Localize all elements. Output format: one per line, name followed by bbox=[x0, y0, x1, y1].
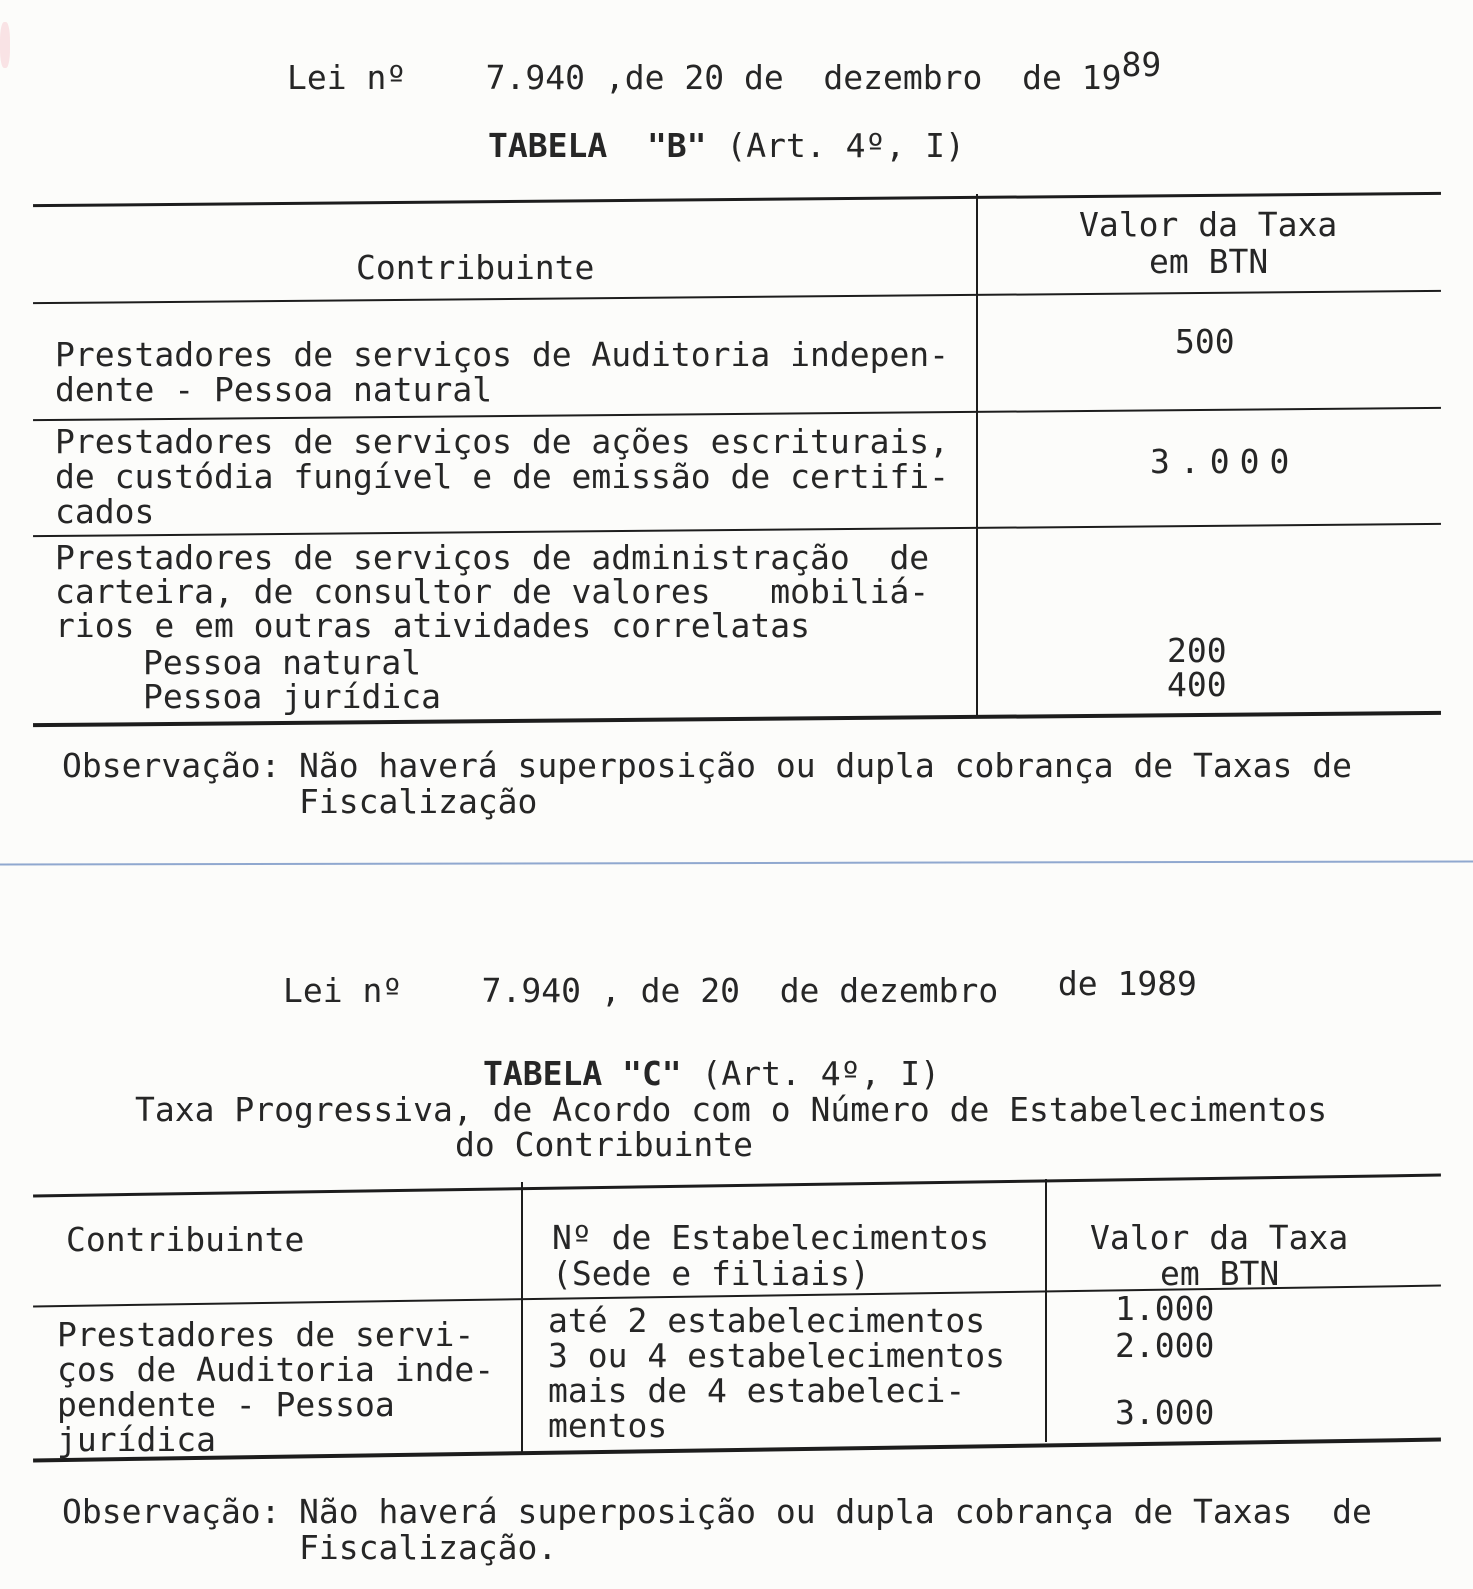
tabela-b-column-rule bbox=[976, 194, 978, 718]
tabela-b-col-header-valor-line2: em BTN bbox=[1149, 242, 1269, 281]
tabela-c-subtitle-line2: do Contribuinte bbox=[455, 1125, 754, 1164]
tabela-c-contribuinte-line4: jurídica bbox=[57, 1420, 216, 1459]
tabela-c-col-header-estabelecimentos-line1: Nº de Estabelecimentos bbox=[552, 1218, 990, 1257]
tabela-c-contribuinte-line2: ços de Auditoria inde- bbox=[57, 1350, 495, 1389]
tabela-b-title-normal: (Art. 4º, I) bbox=[706, 126, 965, 165]
tabela-b-observacao-line2: Fiscalização bbox=[299, 782, 538, 821]
tabela-c-valor-3: 3.000 bbox=[1115, 1393, 1215, 1432]
tabela-c-law-text: Lei nº 7.940 , de 20 de dezembro bbox=[283, 971, 999, 1010]
tabela-b-title bbox=[488, 128, 965, 163]
tabela-c-col-header-valor-line1: Valor da Taxa bbox=[1090, 1218, 1349, 1257]
tabela-c-estabelecimentos-line4: mentos bbox=[548, 1406, 668, 1445]
tabela-c-border-top bbox=[33, 1174, 1441, 1198]
tabela-b-row2-line1: Prestadores de serviços de ações escriturais, bbox=[55, 422, 950, 461]
tabela-c-estabelecimentos-line3: mais de 4 estabeleci- bbox=[548, 1371, 966, 1410]
tabela-b-header-rule bbox=[33, 290, 1441, 304]
tabela-b-row3-subitem-2: Pessoa jurídica bbox=[143, 677, 442, 716]
tabela-b-row1-line2: dente - Pessoa natural bbox=[55, 370, 493, 409]
tabela-c-valor-2: 2.000 bbox=[1115, 1326, 1215, 1365]
tabela-c-col-header-contribuinte: Contribuinte bbox=[66, 1220, 305, 1259]
tabela-b-col-header-contribuinte: Contribuinte bbox=[356, 248, 595, 287]
tabela-b-row3-line2: carteira, de consultor de valores mobiliá- bbox=[55, 572, 930, 611]
tabela-b-row1-line1: Prestadores de serviços de Auditoria indepen- bbox=[55, 335, 950, 374]
tabela-c-estabelecimentos-line2: 3 ou 4 estabelecimentos bbox=[548, 1336, 1005, 1375]
page-separator-line bbox=[0, 860, 1473, 865]
tabela-c-subtitle-line1: Taxa Progressiva, de Acordo com o Número de Estabelecimentos bbox=[135, 1090, 1328, 1129]
tabela-b-row3-subitem-1: Pessoa natural bbox=[143, 643, 422, 682]
tabela-c-observacao-line1: Não haverá superposição ou dupla cobrança de Taxas de bbox=[299, 1492, 1372, 1531]
tabela-c-estabelecimentos-line1: até 2 estabelecimentos bbox=[548, 1301, 986, 1340]
tabela-c-law-tail: de 1989 bbox=[998, 964, 1197, 1003]
tabela-c-title bbox=[483, 1056, 940, 1091]
tabela-b-row2-value: 3.000 bbox=[1150, 442, 1300, 481]
tabela-c-law-line bbox=[283, 964, 1197, 1010]
tabela-b-row3-value-2: 400 bbox=[1167, 665, 1227, 704]
tabela-b-row3-line3: rios e em outras atividades correlatas bbox=[55, 606, 810, 645]
tabela-c-title-normal: (Art. 4º, I) bbox=[681, 1054, 940, 1093]
tabela-b-title-bold: TABELA "B" bbox=[488, 126, 707, 165]
scan-artifact bbox=[0, 22, 10, 68]
tabela-c-contribuinte-line3: pendente - Pessoa bbox=[57, 1385, 395, 1424]
tabela-b-col-header-valor-line1: Valor da Taxa bbox=[1079, 205, 1338, 244]
tabela-b-observacao-line1: Não haverá superposição ou dupla cobrança de Taxas de bbox=[299, 746, 1352, 785]
tabela-b-law-superscript: 89 bbox=[1121, 45, 1162, 84]
tabela-c-observacao-line2: Fiscalização. bbox=[299, 1528, 558, 1567]
tabela-b-row3-line1: Prestadores de serviços de administração de bbox=[55, 538, 930, 577]
tabela-c-col-header-valor-line2: em BTN bbox=[1160, 1254, 1280, 1293]
tabela-b-observacao-label: Observação: bbox=[62, 746, 281, 785]
tabela-b-row-rule-2 bbox=[33, 523, 1441, 537]
tabela-c-contribuinte-line1: Prestadores de servi- bbox=[57, 1315, 475, 1354]
tabela-c-border-bottom bbox=[33, 1438, 1441, 1463]
tabela-c-valor-1: 1.000 bbox=[1115, 1289, 1215, 1328]
tabela-c-title-bold: TABELA "C" bbox=[483, 1054, 682, 1093]
tabela-c-column-rule-2 bbox=[1045, 1179, 1047, 1442]
tabela-b-row3-value-1: 200 bbox=[1167, 631, 1227, 670]
tabela-b-row2-line2: de custódia fungível e de emissão de certifi- bbox=[55, 457, 950, 496]
tabela-c-column-rule-1 bbox=[521, 1182, 523, 1454]
tabela-c-observacao-label: Observação: bbox=[62, 1492, 281, 1531]
tabela-c-col-header-estabelecimentos-line2: (Sede e filiais) bbox=[552, 1254, 870, 1293]
tabela-b-law-line bbox=[287, 45, 1162, 97]
tabela-b-row2-line3: cados bbox=[55, 492, 155, 531]
tabela-b-law-text: Lei nº 7.940 ,de 20 de dezembro de 19 bbox=[287, 58, 1122, 97]
tabela-b-row1-value: 500 bbox=[1175, 322, 1235, 361]
